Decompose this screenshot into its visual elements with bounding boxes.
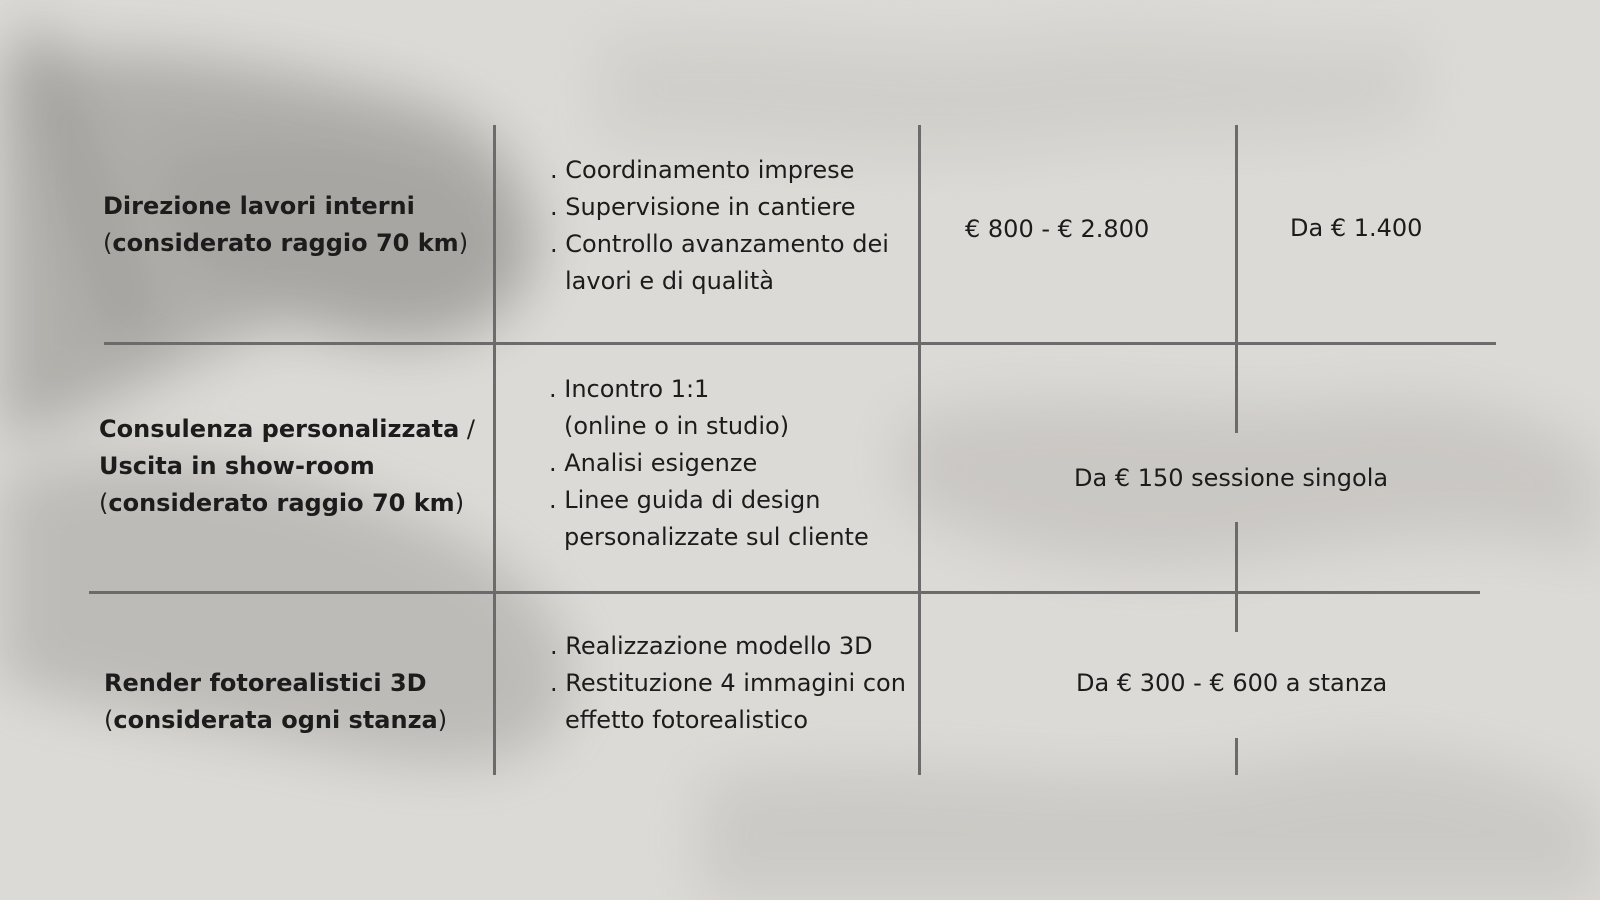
column-divider-3-bottom: [1235, 738, 1238, 775]
detail-item: (online o in studio): [564, 412, 790, 440]
detail-item: . Supervisione in cantiere: [550, 193, 856, 221]
service-name-row-1: Direzione lavori interni (considerato raggio 70 km): [103, 192, 469, 257]
price-row-3: Da € 300 - € 600 a stanza: [1076, 669, 1388, 697]
service-note: considerato raggio 70 km: [108, 489, 455, 517]
service-details-row-1: [550, 152, 889, 300]
column-divider-3-top: [1235, 125, 1238, 433]
service-name-row-3: Render fotorealistici 3D (considerata ogni stanza): [104, 669, 448, 734]
column-divider-2: [918, 125, 921, 775]
detail-item: effetto fotorealistico: [565, 706, 809, 734]
column-divider-1: [493, 125, 496, 775]
detail-item: . Linee guida di design: [549, 486, 821, 514]
detail-item: lavori e di qualità: [565, 267, 774, 295]
detail-item: . Restituzione 4 immagini con: [550, 669, 906, 697]
service-title: Render fotorealistici 3D: [104, 669, 427, 697]
detail-item: . Controllo avanzamento dei: [550, 230, 889, 258]
service-details-row-2: [549, 371, 869, 556]
detail-item: . Incontro 1:1: [549, 375, 710, 403]
service-name-row-2: Consulenza personalizzata / Uscita in show-room (considerato raggio 70 km): [99, 415, 476, 517]
service-title: Uscita in show-room: [99, 452, 375, 480]
detail-item: . Realizzazione modello 3D: [550, 632, 873, 660]
row-divider-2: [89, 591, 1480, 594]
row-divider-1: [104, 342, 1496, 345]
service-note: considerata ogni stanza: [113, 706, 438, 734]
price-from-row-1: Da € 1.400: [1290, 214, 1423, 242]
detail-item: . Coordinamento imprese: [550, 156, 855, 184]
service-title: Consulenza personalizzata: [99, 415, 460, 443]
price-row-2: Da € 150 sessione singola: [1074, 464, 1389, 492]
service-separator: /: [466, 415, 476, 443]
price-range-row-1: € 800 - € 2.800: [965, 215, 1150, 243]
detail-item: personalizzate sul cliente: [564, 523, 869, 551]
service-note: considerato raggio 70 km: [112, 229, 459, 257]
column-divider-3-mid: [1235, 522, 1238, 632]
detail-item: . Analisi esigenze: [549, 449, 758, 477]
service-details-row-3: [550, 628, 906, 739]
service-title: Direzione lavori interni: [103, 192, 415, 220]
